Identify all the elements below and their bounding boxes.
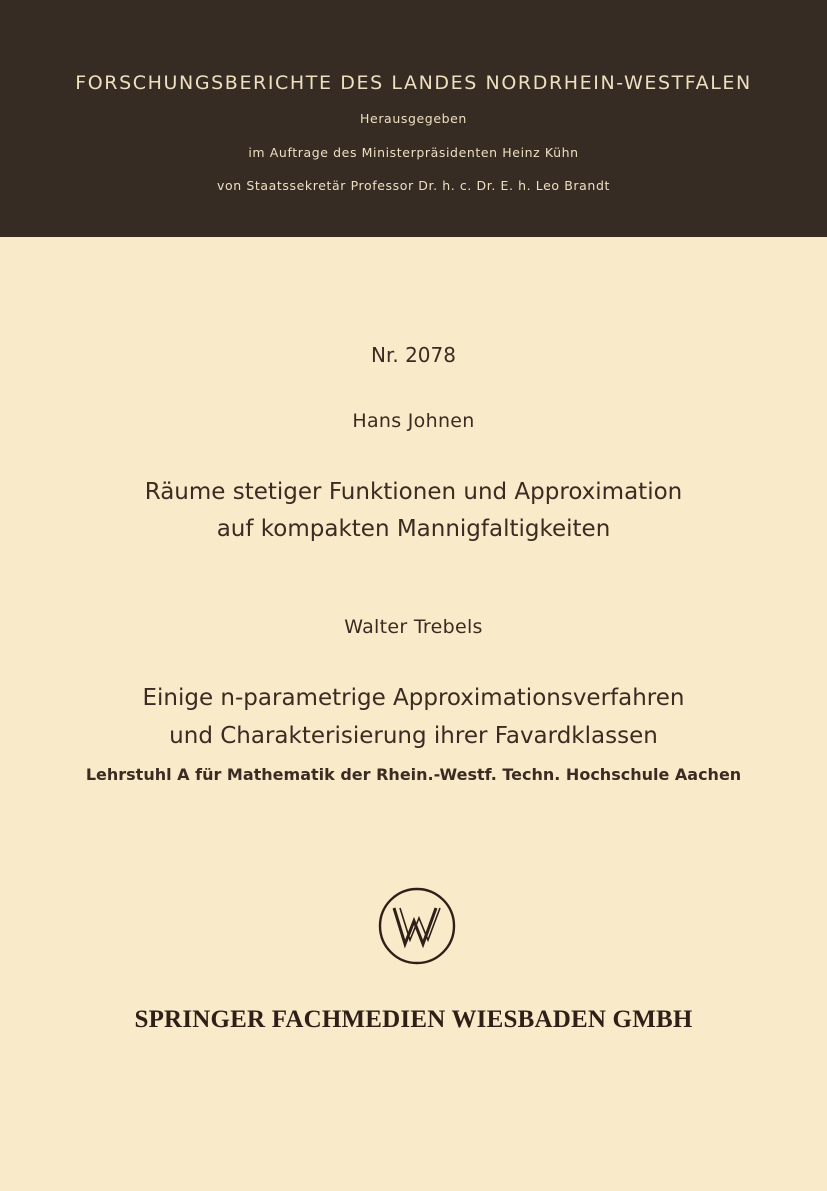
institute-affiliation: Lehrstuhl A für Mathematik der Rhein.-Westf. Techn. Hochschule Aachen [85,765,742,784]
title-1-line-2: auf kompakten Mannigfaltigkeiten [216,516,611,542]
editor-line-3: von Staatssekretär Professor Dr. h. c. Dr. E. h. Leo Brandt [216,178,610,193]
author-1: Hans Johnen [352,410,475,432]
publisher-logo-icon [378,887,456,965]
author-2: Walter Trebels [344,616,483,638]
title-2 [0,679,827,755]
series-title: FORSCHUNGSBERICHTE DES LANDES NORDRHEIN-WESTFALEN [75,72,752,94]
series-header [0,0,827,237]
title-2-line-2: und Charakterisierung ihrer Favardklassen [169,723,658,749]
report-number: Nr. 2078 [371,343,456,367]
publisher-name: SPRINGER FACHMEDIEN WIESBADEN GMBH [134,1006,693,1033]
title-1 [0,474,827,548]
title-1-line-1: Räume stetiger Funktionen und Approximation [144,479,683,505]
editor-line-1: Herausgegeben [360,111,467,126]
editor-line-2: im Auftrage des Ministerpräsidenten Heinz Kühn [248,145,579,160]
title-2-line-1: Einige n-parametrige Approximationsverfahren [142,685,685,711]
